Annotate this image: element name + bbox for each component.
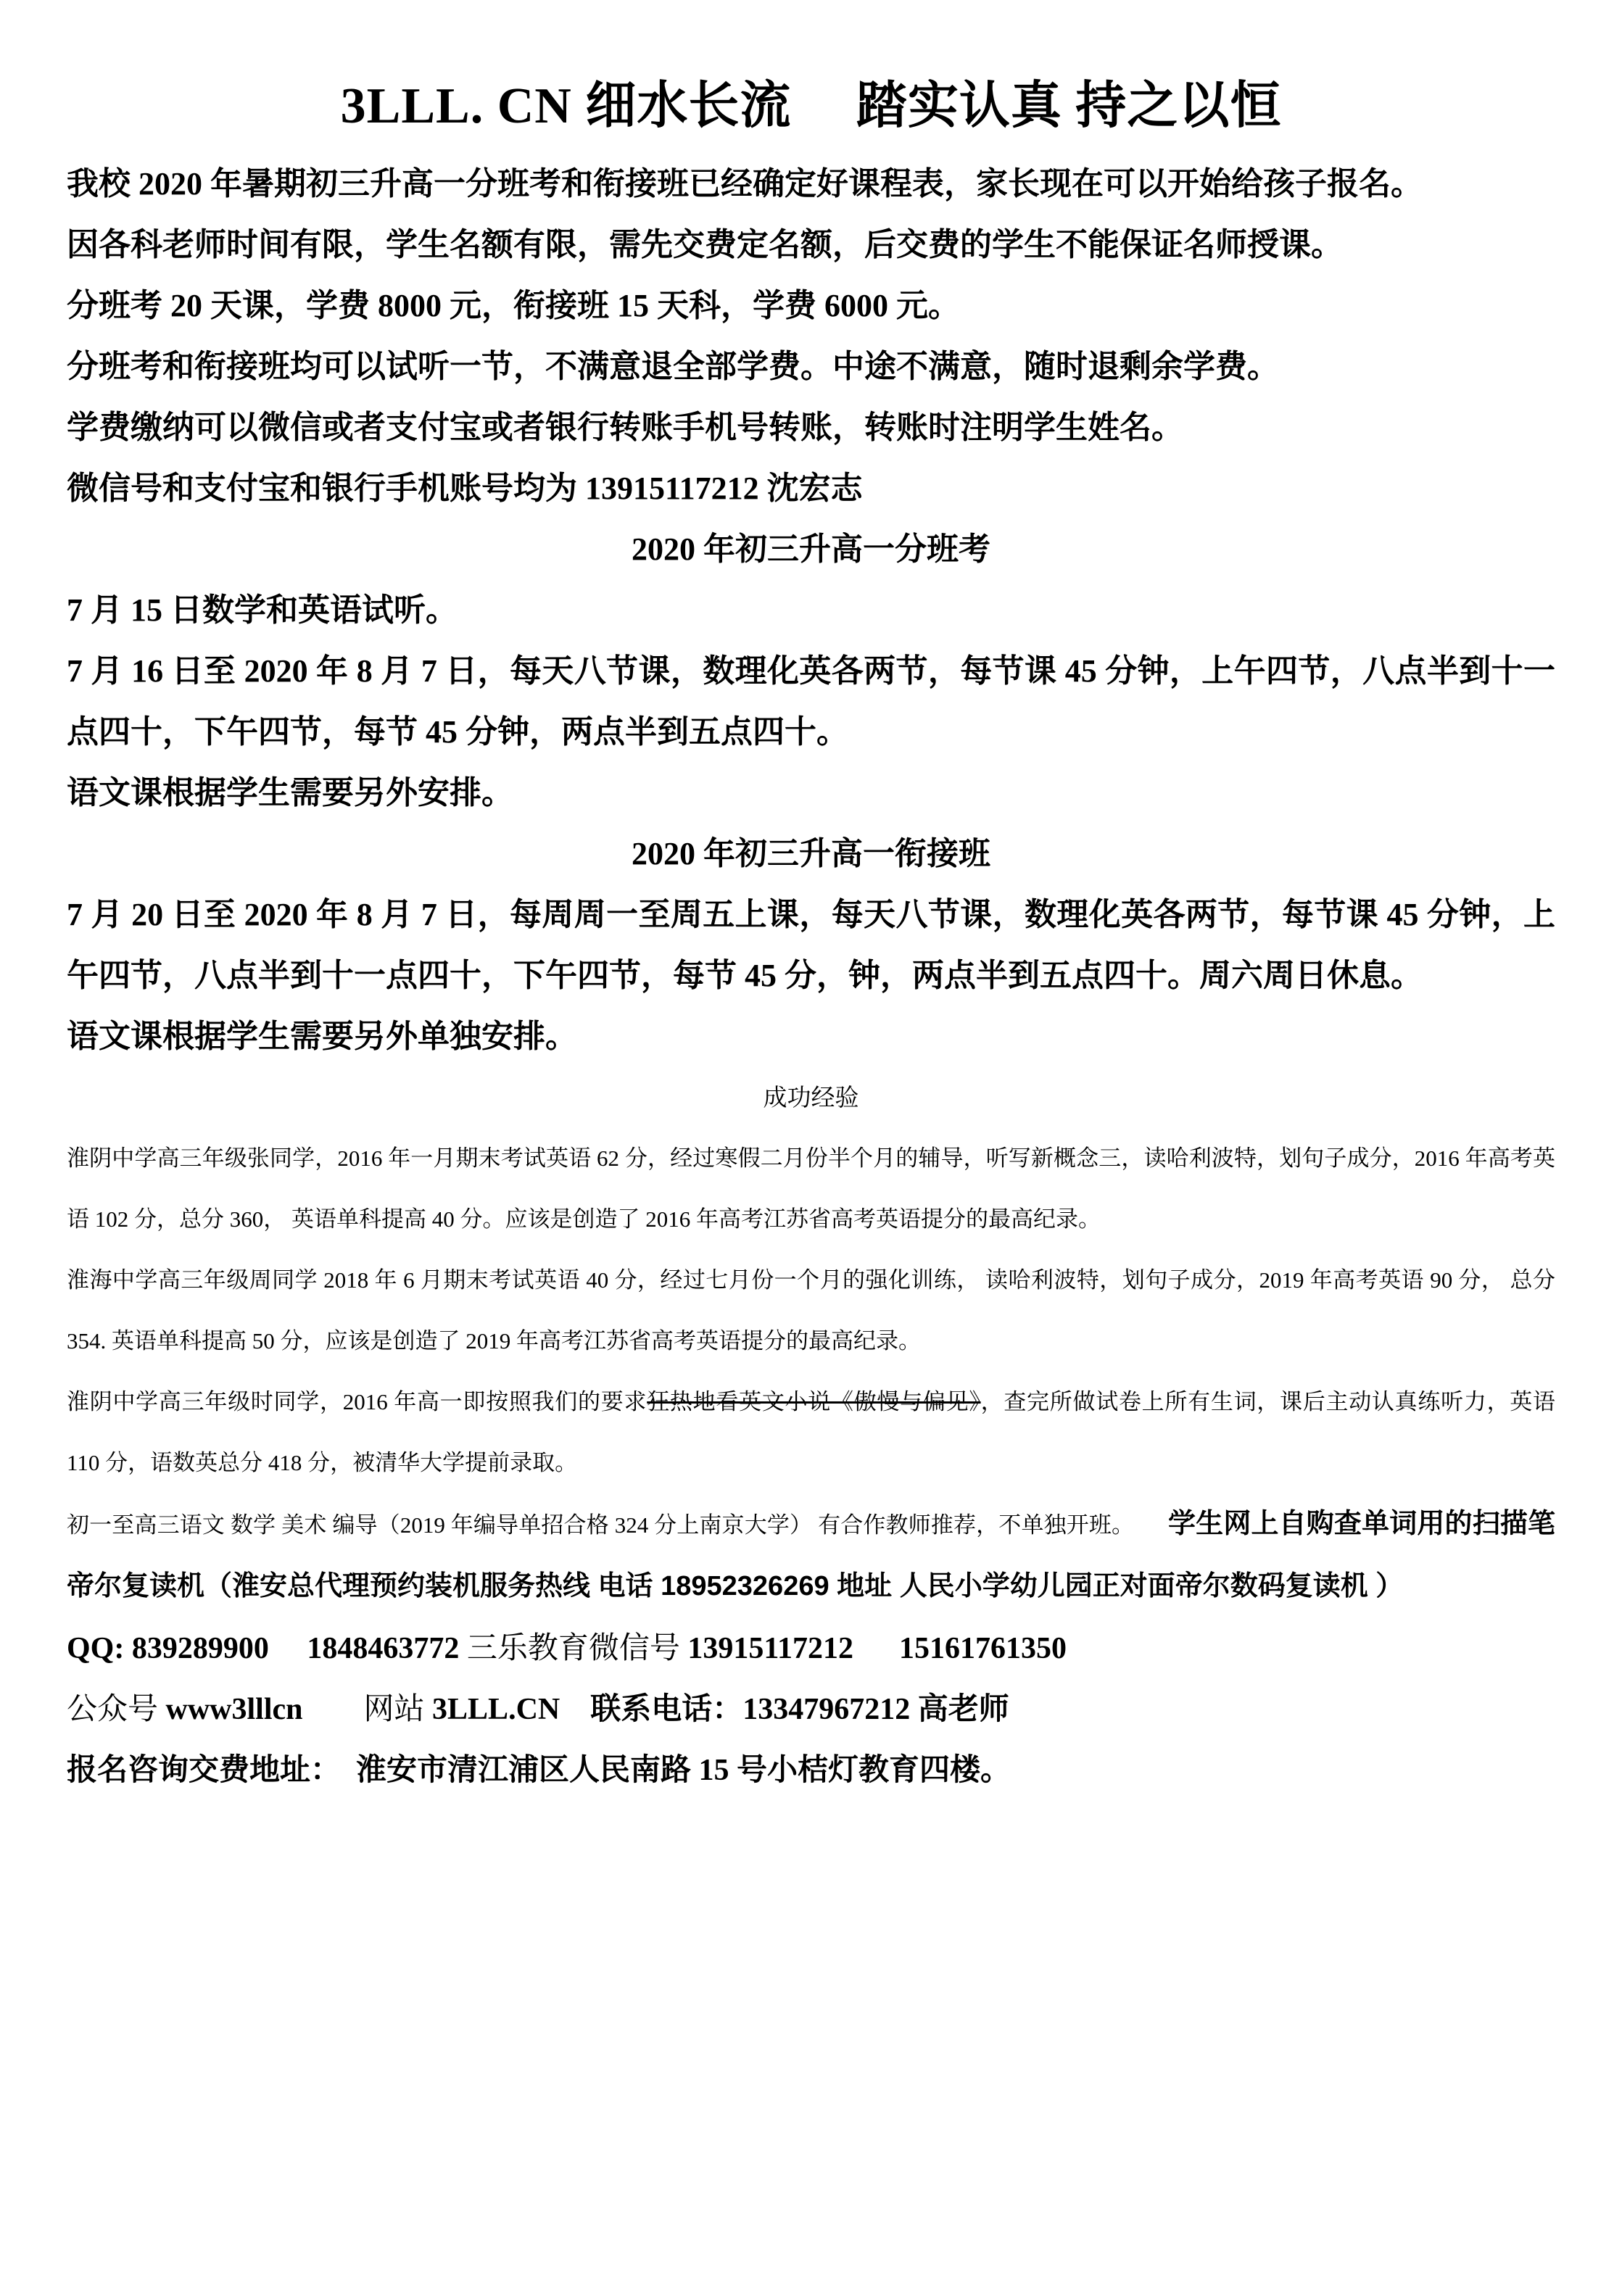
success-story-3-struck-text: 狂热地看英文小说《傲慢与偏见》 (647, 1389, 981, 1414)
courses-regular-text: 初一至高三语文 数学 美术 编导（2019 年编导单招合格 324 分上南京大学） 有合作教师推荐，不单独开班。 (67, 1512, 1169, 1538)
phone-number: 联系电话：13347967212 高老师 (560, 1693, 1009, 1726)
intro-paragraph-4: 分班考和衔接班均可以试听一节，不满意退全部学费。中途不满意，随时退剩余学费。 (67, 349, 1279, 384)
courses-bold-text: 学生网上自购查单词用的扫描笔 帝尔复读机（淮安总代理预约装机服务热线 电话 18952326269 地址 人民小学幼儿园正对面帝尔数码复读机 ） (67, 1509, 1555, 1601)
courses-paragraph (67, 1493, 1555, 1618)
intro-paragraph-1: 我校 2020 年暑期初三升高一分班考和衔接班已经确定好课程表，家长现在可以开始给孩子报名。 (67, 166, 1423, 202)
qq-numbers: QQ: 839289900 1848463772 (67, 1632, 460, 1665)
intro-paragraph-5: 学费缴纳可以微信或者支付宝或者银行转账手机号转账，转账时注明学生姓名。 (67, 410, 1183, 445)
success-story-1: 淮阴中学高三年级张同学，2016 年一月期末考试英语 62 分，经过寒假二月份半个月的辅导，听写新概念三，读哈利波特，划句子成分，2016 年高考英语 102 分，总分 360， 英语单科提高 40 分。应该是创造了 2016 年高考江苏省高考英语提分的最高纪录。 (67, 1145, 1555, 1232)
success-section-heading: 成功经验 (763, 1084, 859, 1111)
intro-paragraph-3: 分班考 20 天课，学费 8000 元，衔接班 15 天科，学费 6000 元。 (67, 288, 960, 323)
success-story-2: 淮海中学高三年级周同学 2018 年 6 月期末考试英语 40 分，经过七月份一个月的强化训练， 读哈利波特，划句子成分，2019 年高考英语 90 分， 总分 354. 英语单科提高 50 分，应该是创造了 2019 年高考江苏省高考英语提分的最高纪录。 (67, 1267, 1555, 1354)
success-story-3-prefix: 淮阴中学高三年级时同学，2016 年高一即按照我们的要求 (67, 1389, 647, 1414)
contact-qq-line (67, 1618, 1555, 1679)
wechat-numbers: 13915117212 15161761350 (687, 1632, 1067, 1665)
success-story-3-suffix: ，查完所做试卷上所有生词，课后主动认真练听力，英语 110 分，语数英总分 418 分，被清华大学提前录取。 (67, 1389, 1556, 1475)
gzh-value: www3lllcn (165, 1693, 303, 1726)
exam-paragraph-2: 7 月 16 日至 2020 年 8 月 7 日，每天八节课，数理化英各两节，每节课 45 分钟，上午四节，八点半到十一点四十，下午四节，每节 45 分钟，两点半到五点四十。 (67, 653, 1555, 750)
exam-section-heading: 2020 年初三升高一分班考 (632, 531, 990, 567)
bridge-section-heading: 2020 年初三升高一衔接班 (632, 836, 990, 871)
bridge-paragraph-1: 7 月 20 日至 2020 年 8 月 7 日，每周周一至周五上课，每天八节课，数理化英各两节，每节课 45 分钟，上午四节，八点半到十一点四十，下午四节，每节 45 分，钟，两点半到五点四十。周六周日休息。 (67, 897, 1555, 993)
intro-paragraph-6: 微信号和支付宝和银行手机账号均为 13915117212 沈宏志 (67, 471, 863, 506)
gzh-label: 公众号 (67, 1693, 166, 1726)
bridge-paragraph-2: 语文课根据学生需要另外单独安排。 (67, 1019, 577, 1054)
page-title: 3LLL. CN 细水长流 踏实认真 持之以恒 (340, 78, 1282, 134)
site-value: 3LLL.CN (432, 1693, 560, 1726)
contact-address-line: 报名咨询交费地址： 淮安市清江浦区人民南路 15 号小桔灯教育四楼。 (67, 1754, 1011, 1787)
site-label: 网站 (302, 1693, 433, 1726)
contact-web-line (67, 1679, 1555, 1740)
exam-paragraph-3: 语文课根据学生需要另外安排。 (67, 775, 513, 811)
wechat-label: 三乐教育微信号 (459, 1632, 688, 1665)
exam-paragraph-1: 7 月 15 日数学和英语试听。 (67, 592, 458, 628)
success-story-3 (67, 1372, 1555, 1493)
intro-paragraph-2: 因各科老师时间有限，学生名额有限，需先交费定名额，后交费的学生不能保证名师授课。 (67, 227, 1343, 262)
